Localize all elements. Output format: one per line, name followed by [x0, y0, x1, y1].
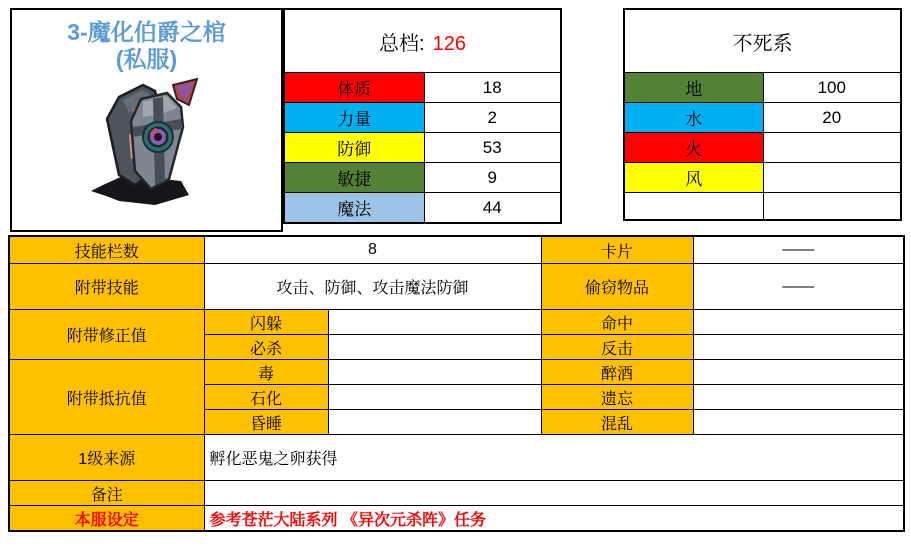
forget-label: 遗忘 — [541, 385, 693, 410]
stats-header-cell — [284, 9, 561, 73]
row-note — [9, 481, 904, 506]
resist-section-label: 附带抵抗值 — [9, 360, 204, 435]
element-table — [623, 8, 902, 221]
element-value — [763, 163, 901, 193]
poison-value — [328, 360, 541, 385]
element-header-row — [624, 9, 901, 73]
stat-row-constitution — [284, 73, 561, 103]
stat-label: 力量 — [284, 103, 424, 133]
element-label: 水 — [624, 103, 763, 133]
element-value: 20 — [763, 103, 901, 133]
modifier-section-label: 附带修正值 — [9, 310, 204, 360]
stat-value: 44 — [424, 193, 561, 224]
critical-value — [328, 335, 541, 360]
element-row-empty — [624, 193, 901, 221]
row-modifier-1 — [9, 310, 904, 335]
element-label-empty — [624, 193, 763, 221]
server-setting-value: 参考苍茫大陆系列 《异次元杀阵》任务 — [204, 506, 904, 532]
row-source — [9, 435, 904, 481]
steal-label: 偷窃物品 — [541, 264, 693, 310]
element-row-water — [624, 103, 901, 133]
note-label: 备注 — [9, 481, 204, 506]
stat-label: 体质 — [284, 73, 424, 103]
element-label: 风 — [624, 163, 763, 193]
stat-row-magic — [284, 193, 561, 224]
sleep-value — [328, 410, 541, 435]
element-value — [763, 133, 901, 163]
stat-label: 防御 — [284, 133, 424, 163]
hit-label: 命中 — [541, 310, 693, 335]
stat-row-defense — [284, 133, 561, 163]
petrify-value — [328, 385, 541, 410]
petrify-label: 石化 — [204, 385, 328, 410]
critical-label: 必杀 — [204, 335, 328, 360]
stat-value: 2 — [424, 103, 561, 133]
coffin-sprite-image — [85, 75, 209, 209]
note-value — [204, 481, 904, 506]
row-skills — [9, 264, 904, 310]
stat-value: 53 — [424, 133, 561, 163]
stats-header-label: 总档: — [379, 32, 425, 55]
element-value: 100 — [763, 73, 901, 103]
confuse-label: 混乱 — [541, 410, 693, 435]
row-server-setting — [9, 506, 904, 532]
stat-label: 魔法 — [284, 193, 424, 224]
stat-value: 9 — [424, 163, 561, 193]
counter-value — [693, 335, 904, 360]
stats-header-value: 126 — [432, 32, 466, 55]
stats-header-row — [284, 9, 561, 73]
drunk-label: 醉酒 — [541, 360, 693, 385]
drunk-value — [693, 360, 904, 385]
element-row-wind — [624, 163, 901, 193]
stat-value: 18 — [424, 73, 561, 103]
details-table — [8, 235, 905, 532]
forget-value — [693, 385, 904, 410]
creature-title-line2: (私服) — [115, 46, 178, 73]
skill-slots-value: 8 — [204, 236, 541, 264]
card-value: —— — [693, 236, 904, 264]
element-label: 地 — [624, 73, 763, 103]
hit-value — [693, 310, 904, 335]
server-setting-label: 本服设定 — [9, 506, 204, 532]
source-label: 1级来源 — [9, 435, 204, 481]
source-value: 孵化恶鬼之卵获得 — [204, 435, 904, 481]
dodge-label: 闪躲 — [204, 310, 328, 335]
creature-panel — [10, 8, 283, 232]
element-value-empty — [763, 193, 901, 221]
element-label: 火 — [624, 133, 763, 163]
poison-label: 毒 — [204, 360, 328, 385]
counter-label: 反击 — [541, 335, 693, 360]
stats-table — [283, 8, 562, 224]
skills-label: 附带技能 — [9, 264, 204, 310]
element-row-fire — [624, 133, 901, 163]
stat-row-agility — [284, 163, 561, 193]
skill-slots-label: 技能栏数 — [9, 236, 204, 264]
card-label: 卡片 — [541, 236, 693, 264]
skills-value: 攻击、防御、攻击魔法防御 — [204, 264, 541, 310]
confuse-value — [693, 410, 904, 435]
steal-value: —— — [693, 264, 904, 310]
row-skill-slots — [9, 236, 904, 264]
creature-title-line1: 3-魔化伯爵之棺 — [67, 19, 226, 45]
stat-label: 敏捷 — [284, 163, 424, 193]
dodge-value — [328, 310, 541, 335]
creature-title — [12, 19, 281, 73]
stat-row-strength — [284, 103, 561, 133]
row-resist-1 — [9, 360, 904, 385]
element-row-earth — [624, 73, 901, 103]
element-type-header: 不死系 — [624, 9, 901, 73]
sleep-label: 昏睡 — [204, 410, 328, 435]
